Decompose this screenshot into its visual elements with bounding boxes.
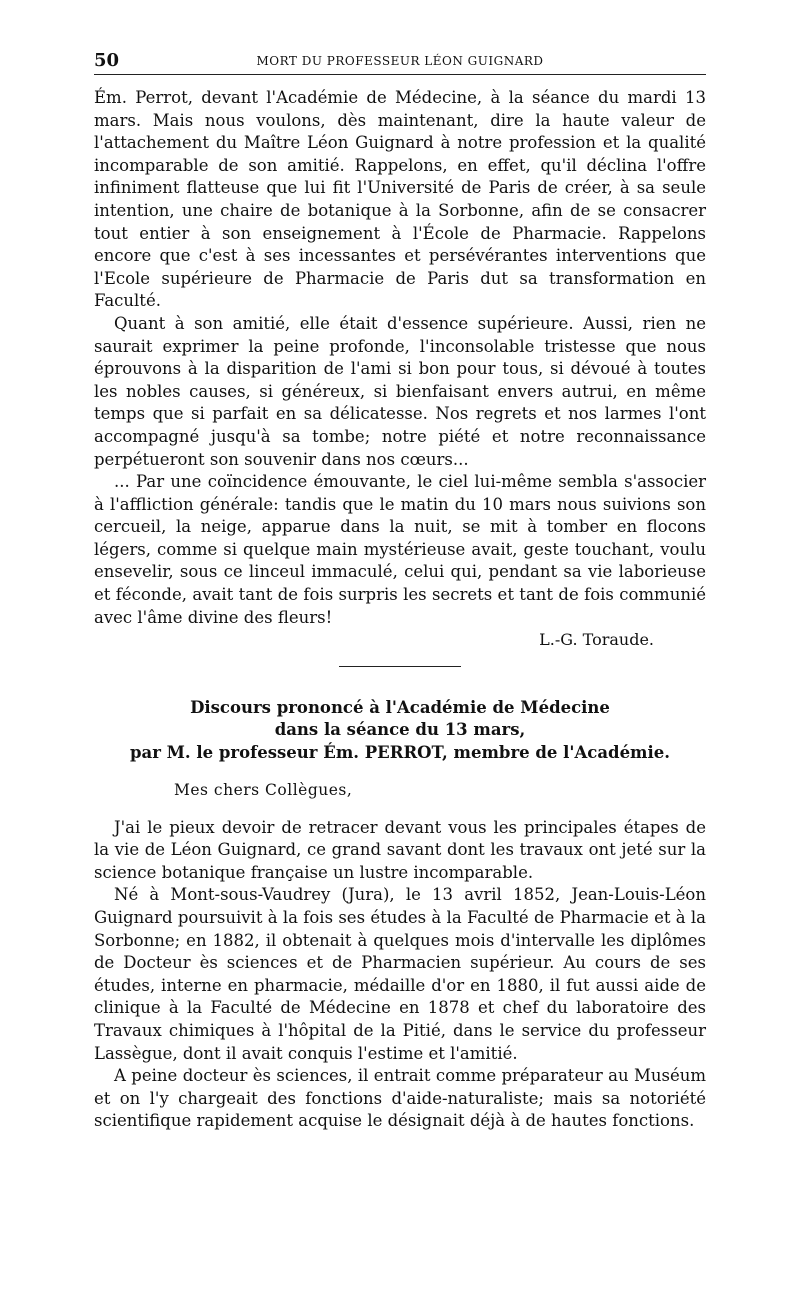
paragraph: J'ai le pieux devoir de retracer devant vous les principales étapes de la vie de Léon Guignard, ce grand savant dont les travaux ont jeté sur la science botanique française un lustre incomparable. <box>94 817 706 882</box>
heading-line: par M. le professeur Ém. PERROT, membre de l'Académie. <box>129 743 671 763</box>
obituary-section <box>94 87 706 652</box>
author-signature: L.-G. Toraude. <box>539 630 654 650</box>
salutation: Mes chers Collègues, <box>174 780 353 799</box>
section-divider <box>339 666 461 667</box>
paragraph: Né à Mont-sous-Vaudrey (Jura), le 13 avril 1852, Jean-Louis-Léon Guignard poursuivit à la fois ses études à la Faculté de Pharmacie et à la Sorbonne; en 1882, il obtenait à quelques mois d'intervalle les diplômes de Docteur ès sciences et de Pharmacien supérieur. Au cours de ses études, interne en pharmacie, médaille d'or en 1880, il fut aussi aide de clinique à la Faculté de Médecine en 1878 et chef du laboratoire des Travaux chimiques à l'hôpital de la Pitié, dans le service du professeur Lassègue, dont il avait conquis l'estime et l'amitié. <box>94 885 706 1063</box>
paragraph: Ém. Perrot, devant l'Académie de Médecine, à la séance du mardi 13 mars. Mais nous voulons, dès maintenant, dire la haute valeur de l'attachement du Maître Léon Guignard à notre profession et la qualité incomparable de son amitié. Rappelons, en effet, qu'il déclina l'offre infiniment flatteuse que lui fit l'Université de Paris de créer, à sa seule intention, une chaire de botanique à la Sorbonne, afin de se consacrer tout entier à son enseignement à l'École de Pharmacie. Rappelons encore que c'est à ses incessantes et persévérantes interventions que l'Ecole supérieure de Pharmacie de Paris dut sa transformation en Faculté. <box>94 88 706 311</box>
heading-line: Discours prononcé à l'Académie de Médecine <box>190 697 610 717</box>
running-title: MORT DU PROFESSEUR LÉON GUIGNARD <box>256 54 544 68</box>
paragraph: A peine docteur ès sciences, il entrait comme préparateur au Muséum et on l'y chargeait des fonctions d'aide-naturaliste; mais sa notoriété scientifique rapidement acquise le désignait déjà à de hautes fonctions. <box>94 1066 706 1131</box>
paragraph: Quant à son amitié, elle était d'essence supérieure. Aussi, rien ne saurait exprimer la peine profonde, l'inconsolable tristesse que nous éprouvons à la disparition de l'ami si bon pour tous, si dévoué à toutes les nobles causes, si généreux, si bienfaisant envers autrui, en même temps que si parfait en sa délicatesse. Nos regrets et nos larmes l'ont accompagné jusqu'à sa tombe; notre piété et notre reconnaissance perpétueront son souvenir dans nos cœurs... <box>94 313 706 469</box>
running-header <box>94 40 706 75</box>
paragraph: ... Par une coïncidence émouvante, le ciel lui-même sembla s'associer à l'affliction générale: tandis que le matin du 10 mars nous suivions son cercueil, la neige, apparue dans la nuit, se mit à tomber en flocons légers, comme si quelque main mystérieuse avait, geste touchant, voulu ensevelir, sous ce linceul immaculé, celui qui, pendant sa vie laborieuse et féconde, avait tant de fois surpris les secrets et tant de fois communié avec l'âme divine des fleurs! <box>94 472 706 627</box>
heading-line: dans la séance du 13 mars, <box>274 720 526 740</box>
page-number: 50 <box>94 50 120 71</box>
page <box>94 40 706 1133</box>
speech-body <box>94 817 706 1133</box>
speech-heading <box>94 697 706 765</box>
